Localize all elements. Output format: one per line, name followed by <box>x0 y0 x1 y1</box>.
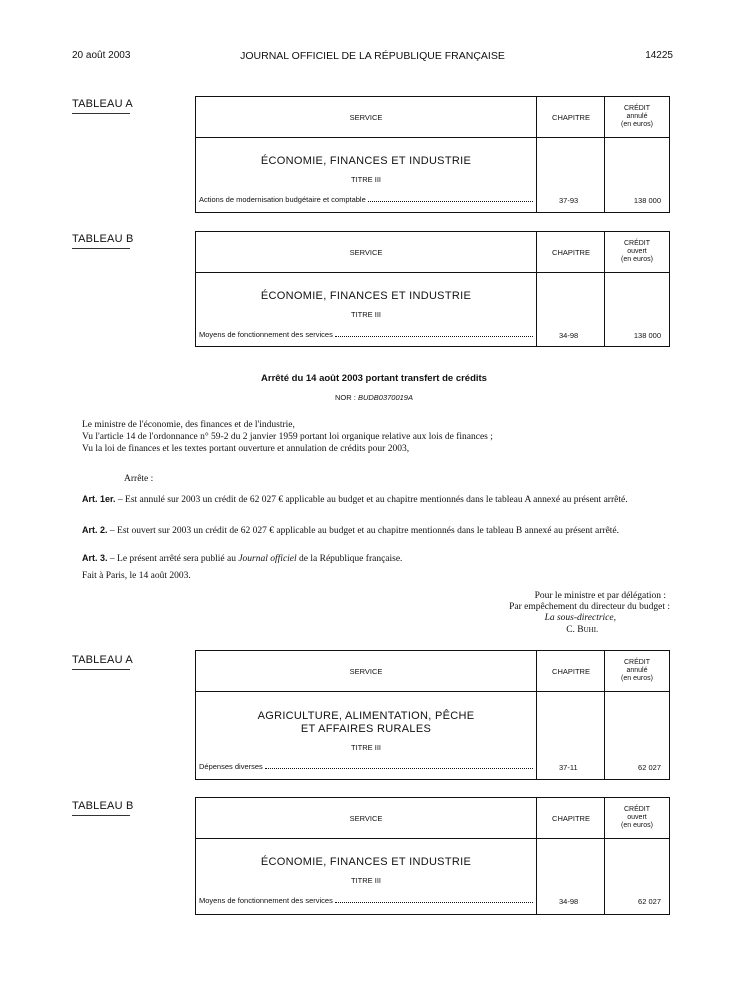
header-chapitre: CHAPITRE <box>536 651 605 691</box>
credit-line-2: annulé <box>626 667 648 674</box>
header-credit <box>604 232 669 272</box>
header-service: SERVICE <box>349 666 383 676</box>
header-journal-title: JOURNAL OFFICIEL DE LA RÉPUBLIQUE FRANÇAISE <box>240 50 505 62</box>
signature-title: La sous-directrice, <box>544 613 616 623</box>
leader-dots <box>335 330 533 337</box>
table-header <box>196 97 669 138</box>
leader-dots <box>335 896 533 903</box>
table-label: TABLEAU A <box>72 98 133 110</box>
titre-label: TITRE III <box>351 310 381 319</box>
article-number: Art. 3. <box>82 553 108 563</box>
header-chapitre: CHAPITRE <box>536 798 605 838</box>
header-chapitre: CHAPITRE <box>536 97 605 137</box>
budget-table <box>195 96 670 213</box>
nor-label: NOR : <box>335 393 356 402</box>
credit-line-1: CRÉDIT <box>623 105 651 112</box>
article-text: – Le présent arrêté sera publié au <box>107 554 239 564</box>
article-2 <box>72 525 673 537</box>
budget-line <box>199 896 533 905</box>
header-credit <box>604 798 669 838</box>
budget-line-label: Actions de modernisation budgétaire et comptable <box>199 195 366 204</box>
ministry-name: ET AFFAIRES RURALES <box>300 723 432 735</box>
arrete-intro-line: Vu l'article 14 de l'ordonnance n° 59-2 du 2 janvier 1959 portant loi organique relative aux lois de finances ; <box>82 432 493 442</box>
budget-table <box>195 650 670 780</box>
table-label-underline <box>72 815 130 816</box>
ministry-name: ÉCONOMIE, FINANCES ET INDUSTRIE <box>260 856 472 868</box>
amount-value: 62 027 <box>638 763 661 772</box>
credit-line-3: (en euros) <box>621 675 653 682</box>
table-label-underline <box>72 669 130 670</box>
chapitre-value: 37-11 <box>559 763 578 772</box>
budget-line-label: Moyens de fonctionnement des services <box>199 330 333 339</box>
titre-label: TITRE III <box>351 175 381 184</box>
chapitre-value: 34-98 <box>559 897 579 906</box>
article-3 <box>82 553 673 565</box>
credit-line-1: CRÉDIT <box>623 240 651 247</box>
header-credit <box>604 651 669 691</box>
signature-name: C. Buhl <box>566 625 598 635</box>
table-label-underline <box>72 113 130 114</box>
ministry-name: ÉCONOMIE, FINANCES ET INDUSTRIE <box>260 155 472 167</box>
chapitre-value: 34-98 <box>559 331 579 340</box>
amount-value: 62 027 <box>638 897 661 906</box>
ministry-name: ÉCONOMIE, FINANCES ET INDUSTRIE <box>260 290 472 302</box>
credit-line-3: (en euros) <box>621 121 653 128</box>
table-header <box>196 232 669 273</box>
header-service: SERVICE <box>349 247 383 257</box>
credit-line-2: ouvert <box>627 248 647 255</box>
article-1 <box>72 494 673 506</box>
credit-line-2: ouvert <box>627 814 647 821</box>
budget-table <box>195 231 670 347</box>
leader-dots <box>368 195 533 202</box>
amount-value: 138 000 <box>633 196 661 205</box>
credit-line-3: (en euros) <box>621 256 653 263</box>
credit-line-3: (en euros) <box>621 822 653 829</box>
ministry-name: AGRICULTURE, ALIMENTATION, PÊCHE <box>257 710 475 722</box>
article-text: – Est ouvert sur 2003 un crédit de 62 027 € applicable au budget et au chapitre mentionnés dans le tableau B annexé au présent arrêté. <box>107 526 620 536</box>
fait-a-paris: Fait à Paris, le 14 août 2003. <box>82 571 191 581</box>
table-label: TABLEAU B <box>72 233 134 245</box>
header-credit <box>604 97 669 137</box>
signature-line: Par empêchement du directeur du budget : <box>509 602 670 612</box>
credit-line-1: CRÉDIT <box>623 806 651 813</box>
article-number: Art. 1er. <box>82 494 116 504</box>
article-text-end: de la République française. <box>296 554 403 564</box>
budget-line <box>199 762 533 771</box>
header-chapitre: CHAPITRE <box>536 232 605 272</box>
table-header <box>196 798 669 839</box>
amount-value: 138 000 <box>633 331 661 340</box>
credit-line-1: CRÉDIT <box>623 659 651 666</box>
titre-label: TITRE III <box>351 876 381 885</box>
credit-line-2: annulé <box>626 113 648 120</box>
header-page-number: 14225 <box>645 50 673 61</box>
budget-table <box>195 797 670 915</box>
page-header <box>72 50 673 64</box>
table-header <box>196 651 669 692</box>
table-label: TABLEAU B <box>72 800 134 812</box>
article-text: – Est annulé sur 2003 un crédit de 62 027 € applicable au budget et au chapitre mentionnés dans le tableau A annexé au présent arrêté. <box>115 495 628 505</box>
arrete-intro-line: Vu la loi de finances et les textes portant ouverture et annulation de crédits pour 2003, <box>82 444 410 454</box>
journal-name: Journal officiel <box>238 554 297 564</box>
nor-reference <box>0 393 748 402</box>
article-number: Art. 2. <box>82 525 108 535</box>
table-label: TABLEAU A <box>72 654 133 666</box>
arrete-intro-line: Le ministre de l'économie, des finances et de l'industrie, <box>82 420 295 430</box>
table-label-underline <box>72 248 130 249</box>
header-service: SERVICE <box>349 813 383 823</box>
titre-label: TITRE III <box>351 743 381 752</box>
budget-line <box>199 330 533 339</box>
arrete-title: Arrêté du 14 août 2003 portant transfert de crédits <box>261 373 487 384</box>
budget-line <box>199 195 533 204</box>
chapitre-value: 37-93 <box>559 196 579 205</box>
header-service: SERVICE <box>349 112 383 122</box>
leader-dots <box>265 762 533 769</box>
signature-line: Pour le ministre et par délégation : <box>534 591 666 601</box>
arrete-decision-word: Arrête : <box>124 474 154 484</box>
header-date: 20 août 2003 <box>72 50 131 61</box>
nor-code: BUDB0370019A <box>357 393 413 402</box>
budget-line-label: Moyens de fonctionnement des services <box>199 896 333 905</box>
budget-line-label: Dépenses diverses <box>199 762 263 771</box>
